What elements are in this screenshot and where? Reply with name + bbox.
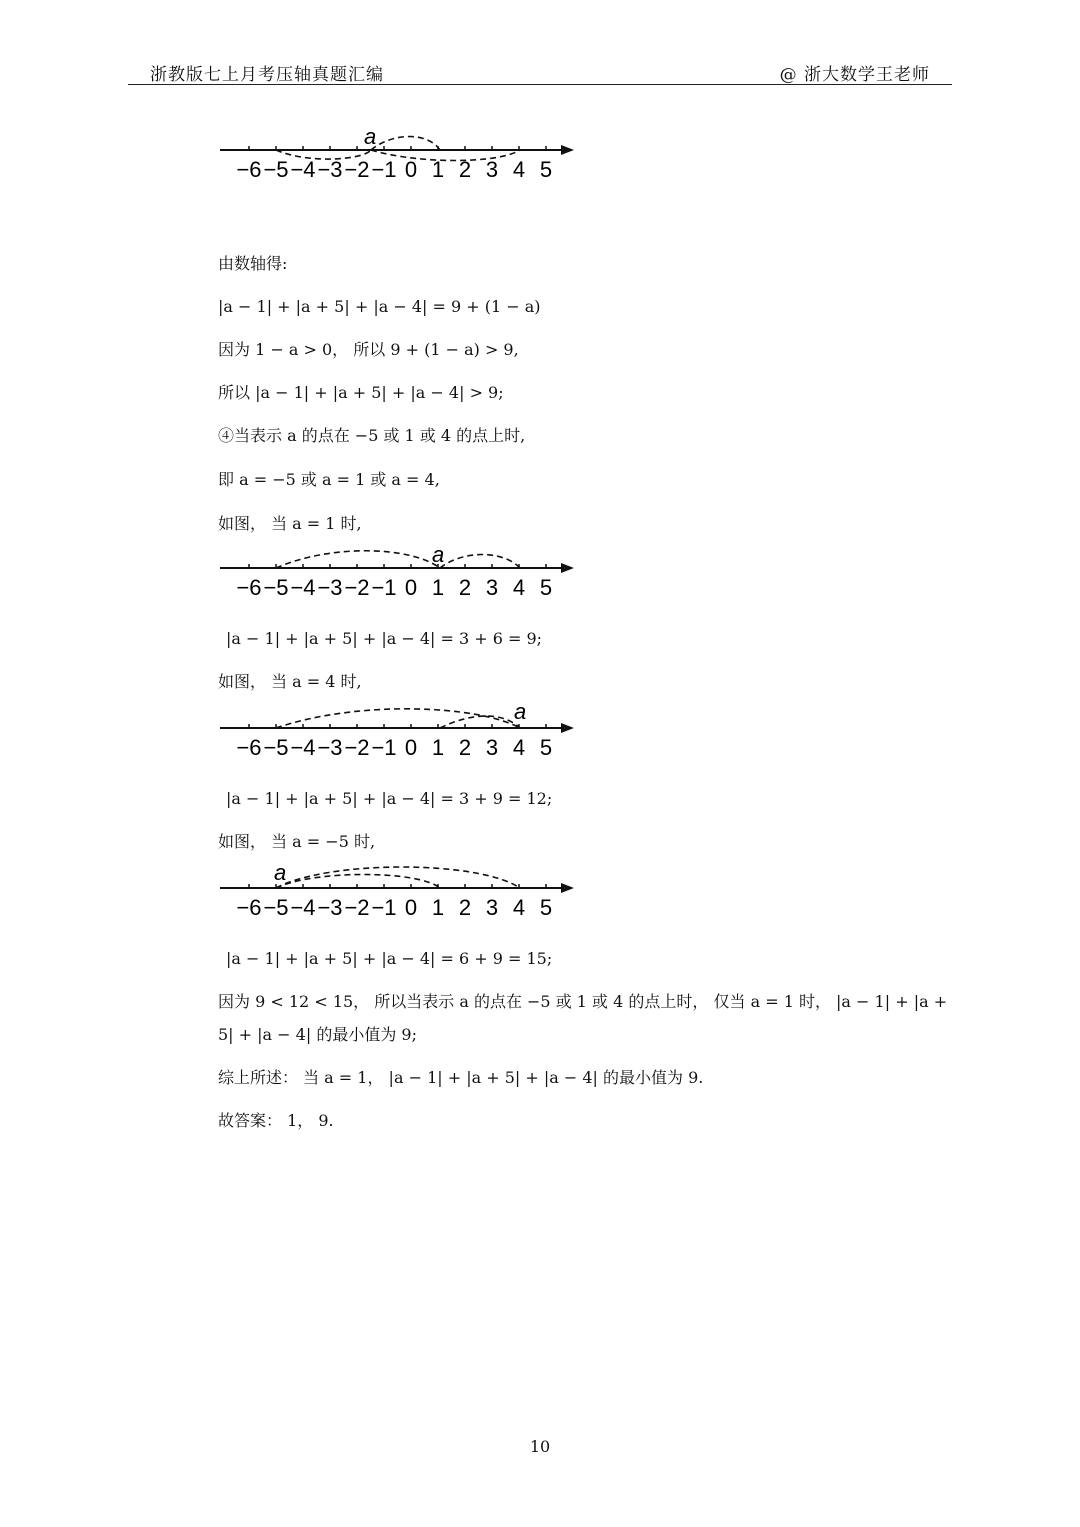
text-summary: 综上所述： 当 a = 1， |a − 1| + |a + 5| + |a − 4| 的最小值为 9. [218,1068,704,1087]
tick-label: −5 [263,157,289,182]
header-title: 浙教版七上月考压轴真题汇编 [150,65,384,85]
tick-label: 2 [458,575,472,600]
tick-label: −4 [290,575,316,600]
text-so-greater: 所以 |a − 1| + |a + 5| + |a − 4| > 9; [218,383,504,402]
text-i-e: 即 a = −5 或 a = 1 或 a = 4, [218,470,440,489]
tick-label: −2 [344,895,370,920]
tick-label: 5 [539,895,553,920]
tick-label: 3 [485,575,499,600]
header-rule [128,84,952,85]
tick-label: 4 [512,895,526,920]
tick-label: 5 [539,735,553,760]
text-compare-2: 5| + |a − 4| 的最小值为 9; [218,1025,417,1044]
axis-arrow [561,563,574,573]
text-when-a-4: 如图， 当 a = 4 时, [218,672,362,691]
result-a-4: |a − 1| + |a + 5| + |a − 4| = 3 + 9 = 12; [226,789,553,808]
tick-label: −2 [344,575,370,600]
number-line-diagram-3 [218,700,580,762]
tick-label: 4 [512,735,526,760]
tick-label: −5 [263,895,289,920]
tick-label: −3 [317,735,343,760]
tick-label: 3 [485,895,499,920]
text-answer: 故答案： 1， 9. [218,1111,334,1130]
tick-label: 3 [485,735,499,760]
tick-label: 2 [458,895,472,920]
tick-label: 2 [458,157,472,182]
tick-label: −4 [290,895,316,920]
tick-label: −3 [317,895,343,920]
tick-label: 0 [404,157,418,182]
number-line-diagram-2 [218,540,580,602]
text-because-positive: 因为 1 − a > 0， 所以 9 + (1 − a) > 9, [218,340,519,359]
header-author: @ 浙大数学王老师 [779,65,930,85]
tick-label: −6 [236,157,262,182]
tick-label: 1 [431,575,445,600]
tick-label: −6 [236,735,262,760]
text-compare-1: 因为 9 < 12 < 15， 所以当表示 a 的点在 −5 或 1 或 4 的点上时， 仅当 a = 1 时， |a − 1| + |a + [218,992,948,1011]
tick-label: 5 [539,575,553,600]
tick-label: 3 [485,157,499,182]
tick-label: 1 [431,157,445,182]
variable-a-label: a [432,542,445,567]
number-line-diagram-1 [218,122,580,184]
tick-label: 5 [539,157,553,182]
tick-label: −2 [344,735,370,760]
equation-sum: |a − 1| + |a + 5| + |a − 4| = 9 + (1 − a) [218,297,541,316]
variable-a-label: a [364,124,377,149]
tick-label: −1 [371,575,397,600]
axis-arrow [561,883,574,893]
tick-label: −3 [317,157,343,182]
result-a-1: |a − 1| + |a + 5| + |a − 4| = 3 + 6 = 9; [226,629,543,648]
tick-label: −6 [236,895,262,920]
tick-label: 4 [512,157,526,182]
tick-label: 0 [404,895,418,920]
variable-a-label: a [514,699,527,724]
text-when-a-1: 如图， 当 a = 1 时, [218,514,362,533]
tick-label: −1 [371,735,397,760]
axis-arrow [561,723,574,733]
tick-label: −4 [290,157,316,182]
tick-label: −1 [371,895,397,920]
tick-label: 0 [404,735,418,760]
tick-label: −4 [290,735,316,760]
tick-label: −5 [263,575,289,600]
tick-label: −5 [263,735,289,760]
page-number: 10 [529,1437,551,1456]
tick-label: 0 [404,575,418,600]
tick-label: −1 [371,157,397,182]
tick-label: −6 [236,575,262,600]
tick-label: −3 [317,575,343,600]
tick-label: 1 [431,895,445,920]
variable-a-label: a [274,860,287,885]
number-line-diagram-4 [218,860,580,922]
text-when-a-neg5: 如图， 当 a = −5 时, [218,832,376,851]
result-a-neg5: |a − 1| + |a + 5| + |a − 4| = 6 + 9 = 15; [226,949,553,968]
tick-label: 2 [458,735,472,760]
tick-label: 4 [512,575,526,600]
tick-label: 1 [431,735,445,760]
axis-arrow [561,145,574,155]
text-from-axis: 由数轴得: [218,254,288,273]
tick-label: −2 [344,157,370,182]
text-case-4: ④当表示 a 的点在 −5 或 1 或 4 的点上时, [218,426,526,445]
